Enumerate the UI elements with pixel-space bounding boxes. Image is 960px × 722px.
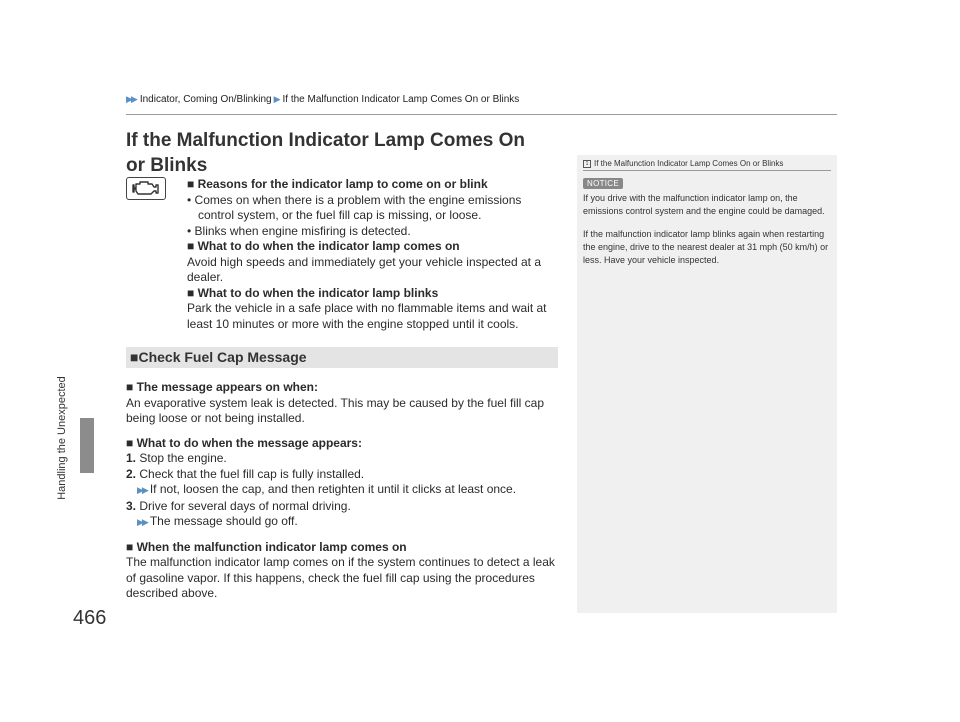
- reason-bullet: • Comes on when there is a problem with the engine emissions control system, or the fuel fill cap is missing, or loose.: [187, 192, 522, 222]
- mil-heading: ■ When the malfunction indicator lamp comes on: [126, 539, 407, 554]
- notes-paragraph: If the malfunction indicator lamp blinks again when restarting the engine, drive to the nearest dealer at 31 mph (50 km/h) or less. Have your vehicle inspected.: [583, 229, 829, 265]
- step-item: 3. Drive for several days of normal driving.: [126, 498, 351, 513]
- comes-on-heading: ■ What to do when the indicator lamp comes on: [187, 239, 460, 253]
- fuel-cap-section: [126, 380, 558, 602]
- page-number: 466: [73, 607, 107, 629]
- chapter-side-label: Handling the Unexpected: [56, 376, 68, 500]
- breadcrumb: [126, 94, 519, 105]
- step-item: 1. Stop the engine.: [126, 451, 227, 465]
- breadcrumb-part2[interactable]: If the Malfunction Indicator Lamp Comes On or Blinks: [282, 94, 520, 105]
- step-subitem: ▶▶ If not, loosen the cap, and then retighten it until it clicks at least once.: [137, 482, 517, 496]
- notice-badge: NOTICE: [583, 178, 623, 189]
- page-title: If the Malfunction Indicator Lamp Comes On or Blinks: [126, 130, 526, 176]
- section-title: ■Check Fuel Cap Message: [130, 349, 307, 365]
- notes-divider: [583, 170, 831, 171]
- appears-heading: ■ The message appears on when:: [126, 380, 318, 394]
- reference-marker-icon: 1: [583, 160, 591, 168]
- reasons-heading: ■ Reasons for the indicator lamp to come on or blink: [187, 177, 488, 191]
- breadcrumb-part1[interactable]: Indicator, Coming On/Blinking: [139, 94, 272, 105]
- comes-on-text: Avoid high speeds and immediately get your vehicle inspected at a dealer.: [187, 254, 541, 284]
- check-engine-icon: [126, 177, 166, 200]
- mil-section: [187, 177, 559, 332]
- blinks-text: Park the vehicle in a safe place with no flammable items and wait at least 10 minutes or more with the engine stopped until it cools.: [187, 301, 547, 331]
- chapter-tab-marker: [80, 418, 94, 473]
- notes-text: [583, 192, 831, 277]
- mil-text: The malfunction indicator lamp comes on if the system continues to detect a leak of gasoline vapor. If this happens, check the fuel fill cap using the procedures described above.: [126, 555, 555, 600]
- todo-heading: ■ What to do when the message appears:: [126, 435, 362, 450]
- breadcrumb-arrow-icon: ▶▶: [126, 94, 136, 104]
- step-item: 2. Check that the fuel fill cap is fully installed.: [126, 466, 365, 481]
- arrow-icon: ▶▶: [137, 517, 147, 527]
- notes-heading: 1 If the Malfunction Indicator Lamp Comes On or Blinks: [583, 159, 783, 168]
- notes-paragraph: If you drive with the malfunction indicator lamp on, the emissions control system and the engine could be damaged.: [583, 193, 825, 216]
- header-divider: [126, 114, 837, 115]
- step-subitem: ▶▶ The message should go off.: [137, 514, 298, 528]
- arrow-icon: ▶▶: [137, 485, 147, 495]
- reason-bullet: • Blinks when engine misfiring is detected.: [187, 223, 411, 238]
- breadcrumb-arrow-icon: ▶: [273, 94, 279, 104]
- blinks-heading: ■ What to do when the indicator lamp blinks: [187, 285, 439, 300]
- appears-text: An evaporative system leak is detected. This may be caused by the fuel fill cap being loose or not being installed.: [126, 395, 544, 425]
